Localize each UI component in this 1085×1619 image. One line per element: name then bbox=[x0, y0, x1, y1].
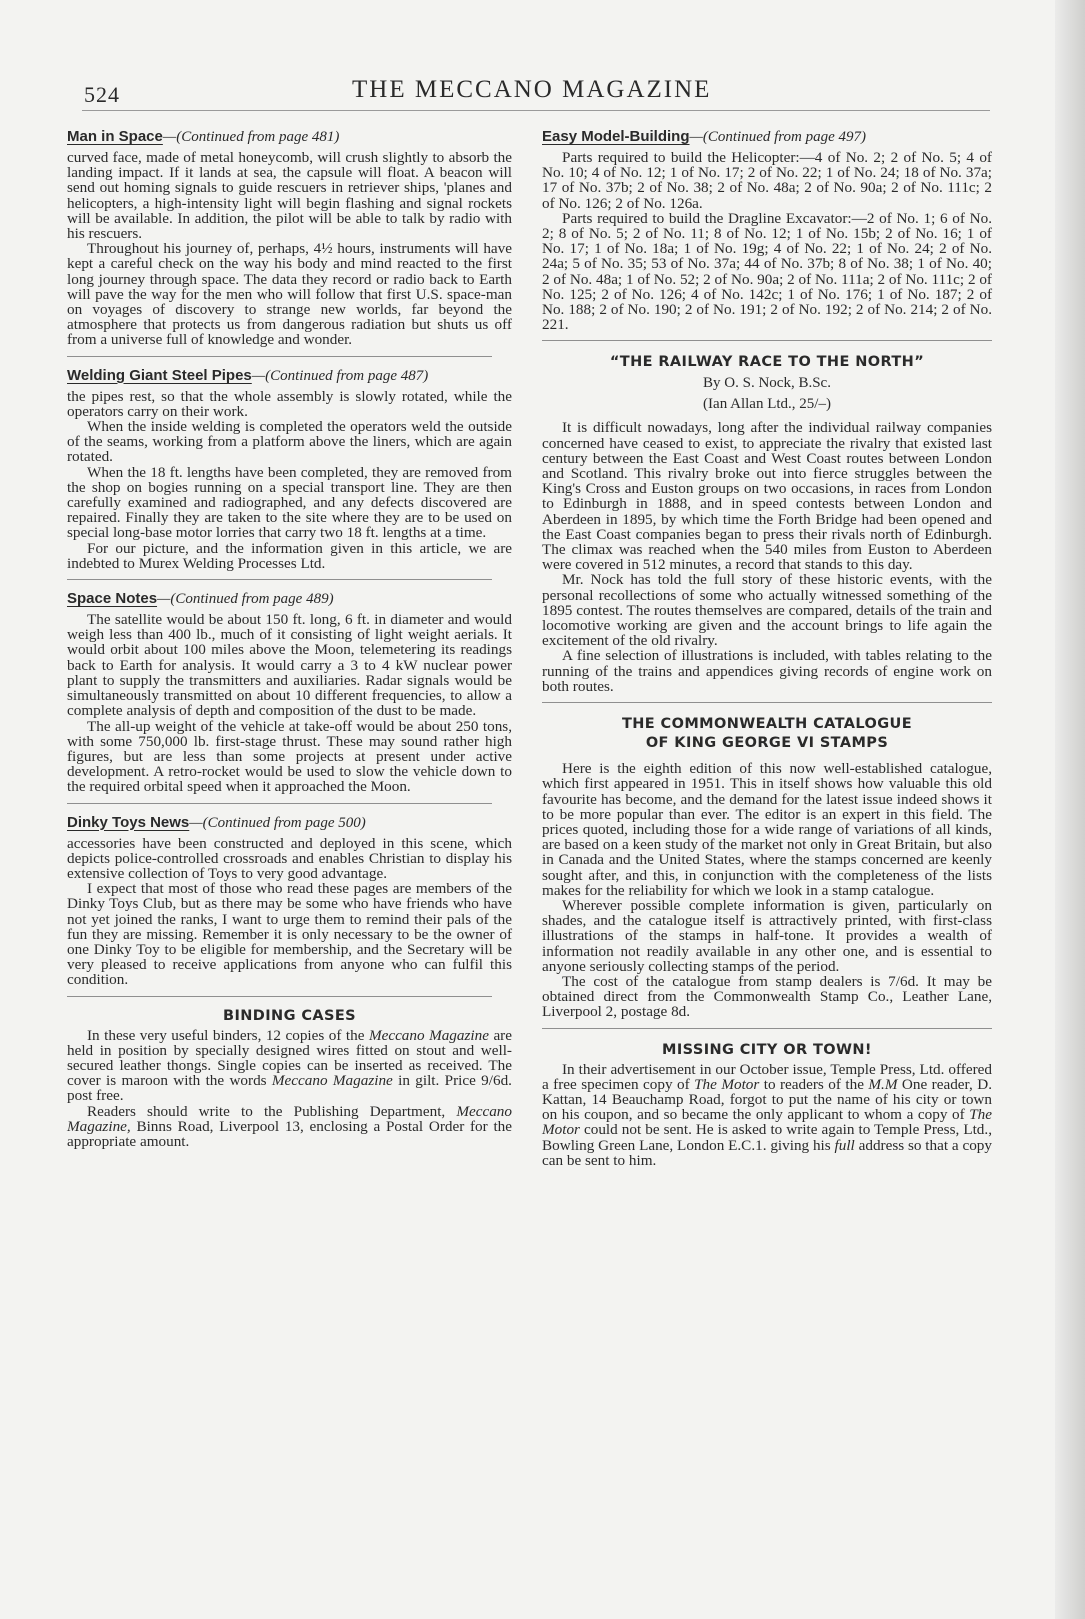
section-divider bbox=[67, 579, 492, 580]
article-heading bbox=[67, 128, 512, 146]
paragraph: For our picture, and the information given in this article, we are indebted to Murex Welding Processes Ltd. bbox=[67, 539, 512, 572]
section-divider bbox=[67, 356, 492, 357]
paragraph: A fine selection of illustrations is included, with tables relating to the running of the trains and appendices giving records of engine work on both routes. bbox=[542, 647, 992, 695]
article-man-in-space bbox=[67, 128, 512, 348]
right-column bbox=[542, 128, 992, 1168]
section-divider bbox=[542, 702, 992, 703]
section-divider bbox=[67, 803, 492, 804]
article-title: BINDING CASES bbox=[223, 1007, 356, 1024]
paragraph: In these very useful binders, 12 copies of the Meccano Magazine are held in position by specially designed wires fitted on stout and well-secured leather thongs. Single copies can be inserted as received. The cover is maroon with the words Meccano Magazine in gilt. Price 9/6d. post free. bbox=[67, 1026, 512, 1105]
paragraph: Readers should write to the Publishing Department, Meccano Magazine, Binns Road, Liverpool 13, enclosing a Postal Order for the appropriate amount. bbox=[67, 1102, 512, 1150]
paragraph: Wherever possible complete information is given, particularly on shades, and the catalogue itself is attractively printed, with first-class illustrations of the stamps in half-tone. It provides a wealth of information not readily available in any other one, and is essential to anyone seriously collecting stamps of the period. bbox=[542, 896, 992, 975]
page-header bbox=[82, 74, 990, 111]
article-dinky-toys bbox=[67, 814, 512, 988]
paragraph: In their advertisement in our October issue, Temple Press, Ltd. offered a free specimen copy of The Motor to readers of the M.M One reader, D. Kattan, 14 Beauchamp Road, forgot to put the name of his city or town on his coupon, and so became the only applicant to whom a copy of The Motor could not be sent. He is asked to write again to Temple Press, Ltd., Bowling Green Lane, London E.C.1. giving his full address so that a copy can be sent to him. bbox=[542, 1060, 993, 1169]
paragraph: the pipes rest, so that the whole assembly is slowly rotated, while the operators carry on their work. bbox=[67, 387, 512, 420]
continued-note: —(Continued from page 487) bbox=[251, 367, 429, 384]
article-heading bbox=[67, 590, 512, 608]
paragraph: It is difficult nowadays, long after the individual railway companies concerned have ceased to exist, to appreciate the rivalry that existed last century between the East Coast and West Coast routes between London and Scotland. This rivalry broke out into fierce struggles between the King's Cross and Euston groups on two occasions, in races from London to Edinburgh in 1888, and in speed contests between London and Aberdeen in 1895, by which time the Forth Bridge had been opened and the East Coast companies began to press their rivals north of Edinburgh. The climax was reached when the 540 miles from Euston to Aberdeen were covered in 512 minutes, a record that stands to this day. bbox=[542, 419, 992, 574]
continued-note: —(Continued from page 489) bbox=[157, 591, 334, 608]
paragraph: Throughout his journey of, perhaps, 4½ hours, instruments will have kept a careful check on the way his body and mind reacted to the first long journey through space. The data they record or radio back to Earth will pave the way for the men who will follow that first U.S. space-man on voyages of discovery to strange new worlds, far beyond the atmosphere that protects us from dangerous radiation but shuts us off from a universe full of knowledge and wonder. bbox=[67, 240, 512, 349]
section-divider bbox=[542, 1028, 992, 1029]
article-title: Dinky Toys News bbox=[67, 813, 190, 831]
author-line: By O. S. Nock, B.Sc. bbox=[703, 375, 831, 392]
article-easy-model-building bbox=[542, 128, 992, 332]
article-heading bbox=[542, 128, 992, 146]
article-title: MISSING CITY OR TOWN! bbox=[662, 1041, 872, 1058]
continued-note: —(Continued from page 481) bbox=[162, 129, 340, 145]
paragraph: The satellite would be about 150 ft. long, 6 ft. in diameter and would weigh less than 400 lb., much of it consisting of light weight aerials. It would orbit about 100 miles above the Moon, telemetering its readings back to Earth for analysis. It would carry a 3 to 4 kW nuclear power plant to supply the transmitters and auxiliaries. Radar signals would be simultaneously transmitted on about 10 different frequencies, to allow a complete analysis of depth and composition of the dust to be made. bbox=[67, 611, 512, 720]
article-missing-city bbox=[542, 1041, 992, 1168]
article-title-line-2: OF KING GEORGE VI STAMPS bbox=[645, 735, 889, 752]
section-divider bbox=[542, 340, 992, 341]
article-title: Man in Space bbox=[67, 128, 163, 145]
paragraph: Parts required to build the Dragline Excavator:—2 of No. 1; 6 of No. 2; 8 of No. 5; 2 of No. 11; 8 of No. 12; 1 of No. 15b; 2 of No. 16; 1 of No. 17; 1 of No. 18a; 1 of No. 19g; 4 of No. 22; 1 of No. 24; 2 of No. 24a; 5 of No. 35; 53 of No. 37a; 44 of No. 37b; 8 of No. 38; 1 of No. 40; 2 of No. 48a; 1 of No. 52; 2 of No. 90a; 2 of No. 111a; 2 of No. 111c; 2 of No. 125; 2 of No. 126; 4 of No. 142c; 1 of No. 176; 1 of No. 187; 2 of No. 188; 2 of No. 190; 2 of No. 191; 2 of No. 192; 2 of No. 214; 2 of No. 221. bbox=[542, 209, 992, 334]
publisher-line: (Ian Allan Ltd., 25/–) bbox=[703, 396, 831, 413]
paragraph: Here is the eighth edition of this now well-established catalogue, which first appeared in 1951. This in itself shows how valuable this old favourite has become, and the demand for the latest issue indeed shows it to be more popular than ever. The editor is an expert in this field. The prices quoted, including those for a wide range of variations of all kinds, are based on a keen study of the market not only in Great Britain, but also in Canada and the United States, where the stamps concerned are keenly sought after, and this, in conjunction with the completeness of the lists makes for the reliability for which we look in a stamp catalogue. bbox=[542, 760, 992, 899]
article-binding-cases bbox=[67, 1007, 512, 1150]
page-edge-shadow bbox=[1055, 0, 1085, 1619]
paragraph: Parts required to build the Helicopter:—4 of No. 2; 2 of No. 5; 4 of No. 10; 4 of No. 12; 1 of No. 17; 2 of No. 22; 1 of No. 24; 18 of No. 37a; 17 of No. 37b; 2 of No. 38; 2 of No. 48a; 2 of No. 90a; 2 of No. 111c; 2 of No. 126; 2 of No. 126a. bbox=[542, 149, 992, 212]
paragraph: The cost of the catalogue from stamp dealers is 7/6d. It may be obtained direct from the Commonwealth Stamp Co., Leather Lane, Liverpool 2, postage 8d. bbox=[542, 972, 992, 1021]
article-title-line-1: THE COMMONWEALTH CATALOGUE bbox=[621, 716, 913, 733]
paragraph: When the inside welding is completed the operators weld the outside of the seams, working from a platform above the liners, which are again rotated. bbox=[67, 418, 512, 466]
magazine-title: THE MECCANO MAGAZINE bbox=[352, 76, 712, 103]
paragraph: When the 18 ft. lengths have been completed, they are removed from the shop on bogies running on a special transport line. They are then carefully examined and radiographed, and any defects discovered are repaired. Finally they are taken to the site where they are to be used on special long-base motor lorries that carry two 18 ft. lengths at a time. bbox=[67, 463, 512, 542]
paragraph: Mr. Nock has told the full story of these historic events, with the personal recollections of some who actually witnessed something of the 1895 contest. The routes themselves are compared, details of the train and locomotive working are given and the account brings to life again the excitement of the old rivalry. bbox=[542, 571, 992, 650]
paragraph: The all-up weight of the vehicle at take-off would be about 250 tons, with some 750,000 lb. first-stage thrust. These may sound rather high figures, but are less than some projects at present under active development. A retro-rocket would be used to slow the vehicle down to the required orbital speed when it approached the Moon. bbox=[67, 717, 512, 796]
article-title: “THE RAILWAY RACE TO THE NORTH” bbox=[609, 354, 925, 371]
section-divider bbox=[67, 996, 492, 997]
article-commonwealth-catalogue bbox=[542, 715, 992, 1019]
page-number: 524 bbox=[84, 82, 120, 107]
continued-note: —(Continued from page 497) bbox=[689, 129, 867, 145]
left-column bbox=[67, 128, 512, 1149]
article-title: Welding Giant Steel Pipes bbox=[67, 366, 252, 384]
article-railway-race bbox=[542, 353, 992, 694]
article-heading bbox=[67, 814, 512, 832]
article-heading bbox=[67, 367, 512, 385]
paragraph: I expect that most of those who read these pages are members of the Dinky Toys Club, but as there may be some who have friends who have not yet joined the ranks, I want to urge them to remind their pals of the fun they are missing. Remember it is only necessary to be the owner of one Dinky Toy to be eligible for membership, and the Secretary will be very pleased to receive applications from anyone who can fulfil this condition. bbox=[67, 880, 512, 989]
paragraph: curved face, made of metal honeycomb, will crush slightly to absorb the landing impact. If it lands at sea, the capsule will float. A beacon will send out homing signals to guide rescuers in retriever ships, 'planes and helicopters, a high-intensity light will begin flashing and signal rockets will be available. In addition, the pilot will be able to talk by radio with his rescuers. bbox=[67, 149, 512, 243]
continued-note: —(Continued from page 500) bbox=[189, 814, 366, 831]
article-space-notes bbox=[67, 590, 512, 794]
article-welding bbox=[67, 367, 512, 571]
article-title: Easy Model-Building bbox=[542, 128, 690, 145]
paragraph: accessories have been constructed and deployed in this scene, which depicts police-controlled crossroads and enables Christian to display his extensive collection of Toys to very good advantage. bbox=[67, 834, 512, 882]
article-title: Space Notes bbox=[67, 590, 158, 608]
